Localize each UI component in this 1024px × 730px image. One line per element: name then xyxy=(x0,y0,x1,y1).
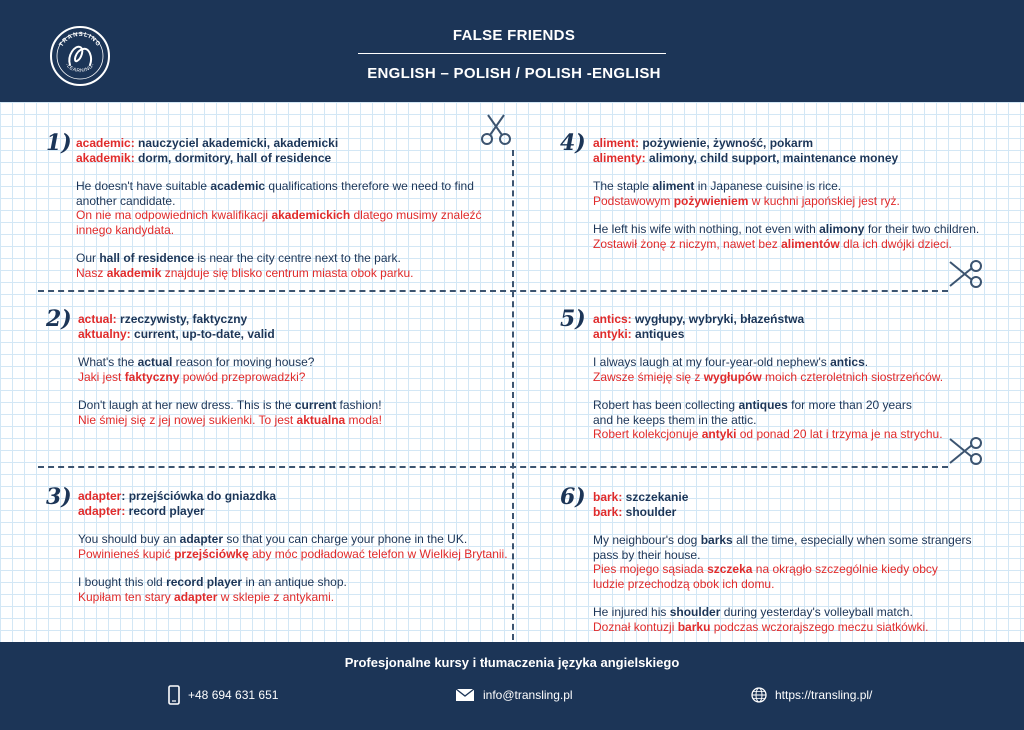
example-english: Our hall of residence is near the city centre next to the park. xyxy=(76,251,401,265)
definition-line: bark: szczekanie xyxy=(593,490,689,504)
example-english: Robert has been collecting antiques for more than 20 years and he keeps them in the attic. xyxy=(593,398,912,427)
definition-line: antyki: antiques xyxy=(593,326,685,341)
definition-line: akademik: dorm, dormitory, hall of residence xyxy=(76,150,332,165)
cut-line-vertical xyxy=(512,150,514,640)
envelope-icon xyxy=(455,688,475,702)
cut-line-horizontal-2 xyxy=(38,466,948,468)
definition-line: adapter: przejściówka do gniazdka xyxy=(78,489,277,503)
item-number: 3) xyxy=(46,484,72,510)
example-polish: Powinieneś kupić przejściówkę aby móc podładować telefon w Wielkiej Brytanii. xyxy=(78,546,508,561)
example-polish: On nie ma odpowiednich kwalifikacji akademickich dlatego musimy znaleźć innego kandydata. xyxy=(76,208,482,237)
item-number: 2) xyxy=(46,306,72,332)
example-polish: Nie śmiej się z jej nowej sukienki. To jest aktualna moda! xyxy=(78,412,382,427)
contact-phone[interactable] xyxy=(168,684,278,706)
cut-line-horizontal-1 xyxy=(38,290,948,292)
page-subtitle: ENGLISH – POLISH / POLISH -ENGLISH xyxy=(367,65,661,82)
example-english: What's the actual reason for moving house? xyxy=(78,355,315,369)
definition-line: antics: wygłupy, wybryki, błazeństwa xyxy=(593,312,805,326)
phone-number: +48 694 631 651 xyxy=(188,688,279,702)
false-friend-card xyxy=(76,136,486,280)
example-english: You should buy an adapter so that you can charge your phone in the UK. xyxy=(78,532,468,546)
definition-line: academic: nauczyciel akademicki, akademicki xyxy=(76,136,339,150)
false-friend-card xyxy=(593,312,953,442)
false-friend-card xyxy=(78,312,488,427)
definition-line: alimenty: alimony, child support, maintenance money xyxy=(593,150,899,165)
example-polish: Zostawił żonę z niczym, nawet bez alimentów dla ich dwójki dzieci. xyxy=(593,236,952,251)
example-polish: Kupiłam ten stary adapter w sklepie z antykami. xyxy=(78,589,335,604)
definition-line: aliment: pożywienie, żywność, pokarm xyxy=(593,136,814,150)
svg-text:-LEARNING- xyxy=(64,62,96,74)
definition-line: bark: shoulder xyxy=(593,504,677,519)
example-english: The staple aliment in Japanese cuisine is rice. xyxy=(593,179,842,193)
example-english: He left his wife with nothing, not even with alimony for their two children. xyxy=(593,222,980,236)
definition-line: adapter: record player xyxy=(78,503,205,518)
example-polish: Pies mojego sąsiada szczeka na okrągło szczególnie kiedy obcy ludzie przechodzą obok ich domu. xyxy=(593,562,938,591)
example-polish: Zawsze śmieję się z wygłupów moich czteroletnich siostrzeńców. xyxy=(593,369,944,384)
example-english: Don't laugh at her new dress. This is the current fashion! xyxy=(78,398,382,412)
logo-text-top: TRANSLING xyxy=(58,31,102,49)
example-polish: Jaki jest faktyczny powód przeprowadzki? xyxy=(78,369,306,384)
website-url: https://transling.pl/ xyxy=(775,688,873,702)
logo-text-bottom: -LEARNING- xyxy=(63,62,97,75)
footer-title: Profesjonalne kursy i tłumaczenia języka angielskiego xyxy=(344,655,680,670)
scissors-icon xyxy=(946,258,986,292)
svg-text:TRANSLING xyxy=(59,32,102,48)
example-english: My neighbour's dog barks all the time, especially when some strangers pass by their house. xyxy=(593,533,972,562)
example-polish: Robert kolekcjonuje antyki od ponad 20 lat i trzyma je na strychu. xyxy=(593,427,943,441)
item-number: 1) xyxy=(46,130,72,156)
footer xyxy=(0,642,1024,730)
example-english: I always laugh at my four-year-old nephew's antics. xyxy=(593,355,869,369)
false-friend-card xyxy=(78,489,508,604)
item-number: 4) xyxy=(560,130,586,156)
item-number: 6) xyxy=(560,484,586,510)
false-friend-card xyxy=(593,136,993,251)
example-english: I bought this old record player in an antique shop. xyxy=(78,575,347,589)
definition-line: aktualny: current, up-to-date, valid xyxy=(78,326,275,341)
example-polish: Doznał kontuzji barku podczas wczorajszego meczu siatkówki. xyxy=(593,619,929,634)
example-english: He doesn't have suitable academic qualifications therefore we need to find another candidate. xyxy=(76,179,474,208)
example-polish: Podstawowym pożywieniem w kuchni japońskiej jest ryż. xyxy=(593,193,900,208)
example-polish: Nasz akademik znajduje się blisko centrum miasta obok parku. xyxy=(76,265,414,280)
contact-email[interactable] xyxy=(455,684,573,706)
phone-icon xyxy=(168,685,180,705)
definition-line: actual: rzeczywisty, faktyczny xyxy=(78,312,248,326)
transling-logo xyxy=(49,25,111,87)
contact-website[interactable] xyxy=(751,684,872,706)
title-divider xyxy=(358,53,666,54)
globe-icon xyxy=(751,687,767,703)
example-english: He injured his shoulder during yesterday's volleyball match. xyxy=(593,605,913,619)
item-number: 5) xyxy=(560,306,586,332)
false-friend-card xyxy=(593,490,978,634)
page-title: FALSE FRIENDS xyxy=(452,27,576,44)
header xyxy=(0,0,1024,102)
email-address: info@transling.pl xyxy=(483,688,573,702)
